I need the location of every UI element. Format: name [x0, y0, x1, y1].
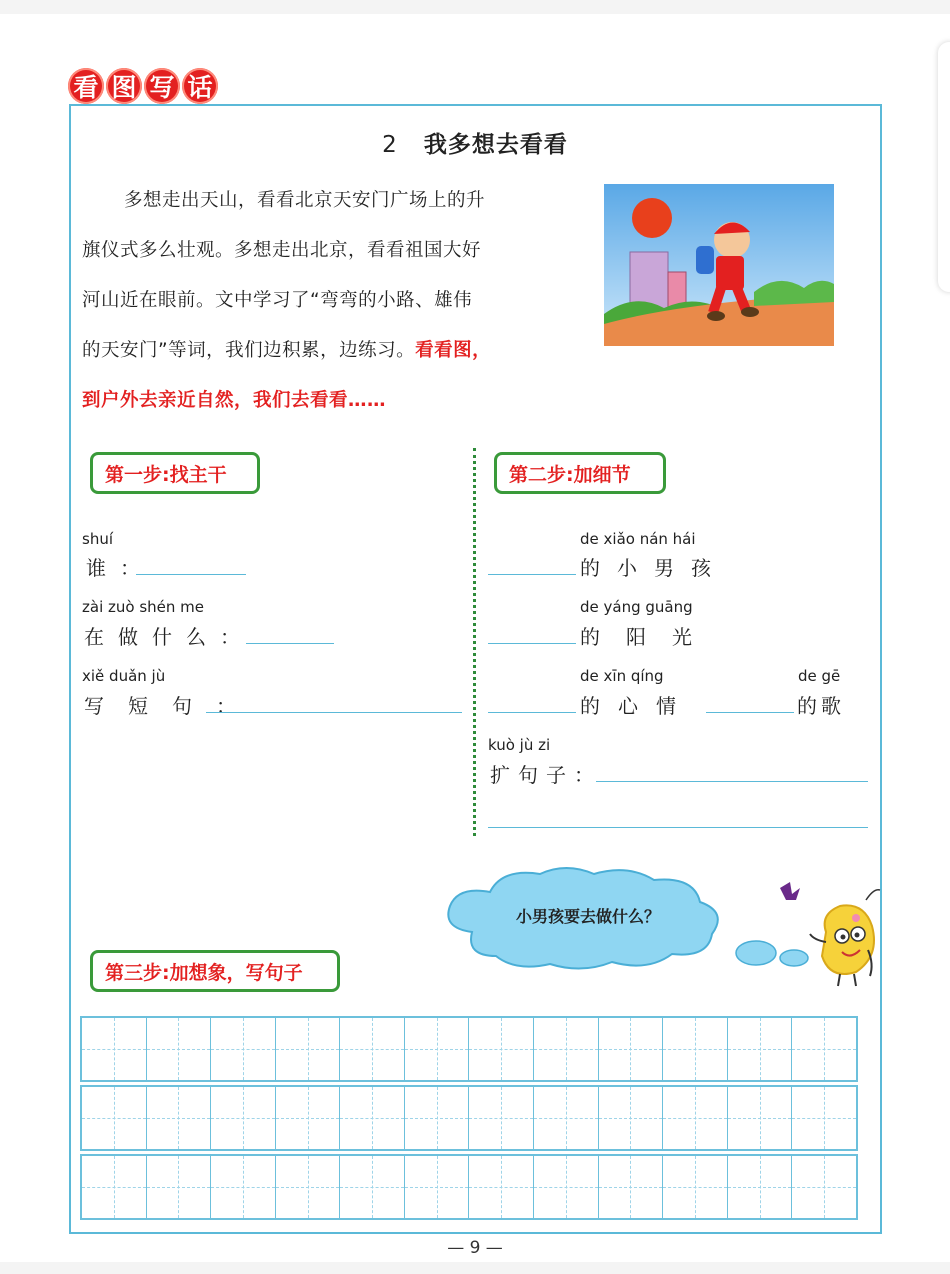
intro-line: 多想走出天山，看看北京天安门广场上的升 [124, 190, 486, 211]
answer-line-sunshine[interactable] [488, 643, 576, 644]
pinyin-label: de gē [798, 667, 841, 685]
step3-label: 第三步:加想象，写句子 [90, 950, 340, 992]
lesson-number: 2 [382, 132, 398, 158]
prompt-label: 谁： [86, 556, 154, 580]
intro-line: 旗仪式多么壮观。多想走出北京，看看祖国大好 [82, 240, 482, 261]
answer-line-short-sentence[interactable] [206, 712, 462, 713]
step2-label: 第二步:加细节 [494, 452, 666, 494]
prompt-label: 的心情 [580, 694, 694, 718]
bubble-question: 小男孩要去做什么？ [515, 907, 660, 926]
lemon-mascot-illustration [770, 880, 882, 990]
intro-line [82, 326, 564, 376]
writing-grid-row[interactable] [80, 1085, 858, 1151]
badge-char: 写 [144, 68, 180, 104]
page-number: — 9 — [447, 1238, 503, 1258]
badge-char: 图 [106, 68, 142, 104]
answer-line-who[interactable] [136, 574, 246, 575]
intro-line: 河山近在眼前。文中学习了“弯弯的小路、雄伟 [82, 290, 473, 311]
pinyin-label: de yáng guāng [580, 598, 693, 616]
intro-paragraph [82, 176, 564, 426]
pinyin-label: de xiǎo nán hái [580, 530, 696, 548]
prompt-label: 的小男孩 [580, 556, 728, 580]
prompt-label: 的歌 [797, 694, 845, 718]
writing-grid-row[interactable] [80, 1016, 858, 1082]
pinyin-label: shuí [82, 530, 113, 548]
section-badge [68, 68, 218, 106]
answer-line-boy[interactable] [488, 574, 576, 575]
prompt-label: 写短句： [84, 694, 260, 718]
intro-highlight: 看看图， [415, 340, 492, 361]
answer-line-mood[interactable] [488, 712, 576, 713]
pinyin-label: xiě duǎn jù [82, 667, 166, 685]
answer-line-doing[interactable] [246, 643, 334, 644]
lesson-title-text: 我多想去看看 [423, 132, 568, 158]
badge-char: 看 [68, 68, 104, 104]
prompt-label: 扩句子： [490, 763, 602, 787]
answer-line-expand-2[interactable] [488, 827, 868, 828]
writing-grid-row[interactable] [80, 1154, 858, 1220]
answer-line-expand-1[interactable] [596, 781, 868, 782]
intro-text: 的天安门”等词，我们边积累，边练习。 [82, 340, 416, 361]
badge-char: 话 [182, 68, 218, 104]
scroll-handle[interactable] [938, 42, 950, 292]
pinyin-label: kuò jù zi [488, 736, 551, 754]
answer-line-song[interactable] [706, 712, 794, 713]
pinyin-label: zài zuò shén me [82, 598, 204, 616]
step1-label: 第一步:找主干 [90, 452, 260, 494]
boy-walking-illustration [604, 184, 834, 346]
intro-highlight: 到户外去亲近自然，我们去看看…… [82, 390, 387, 411]
column-divider [473, 448, 476, 836]
lesson-title [0, 126, 950, 159]
prompt-label: 在做什么： [84, 625, 254, 649]
pinyin-label: de xīn qíng [580, 667, 664, 685]
prompt-label: 的阳光 [580, 625, 718, 649]
